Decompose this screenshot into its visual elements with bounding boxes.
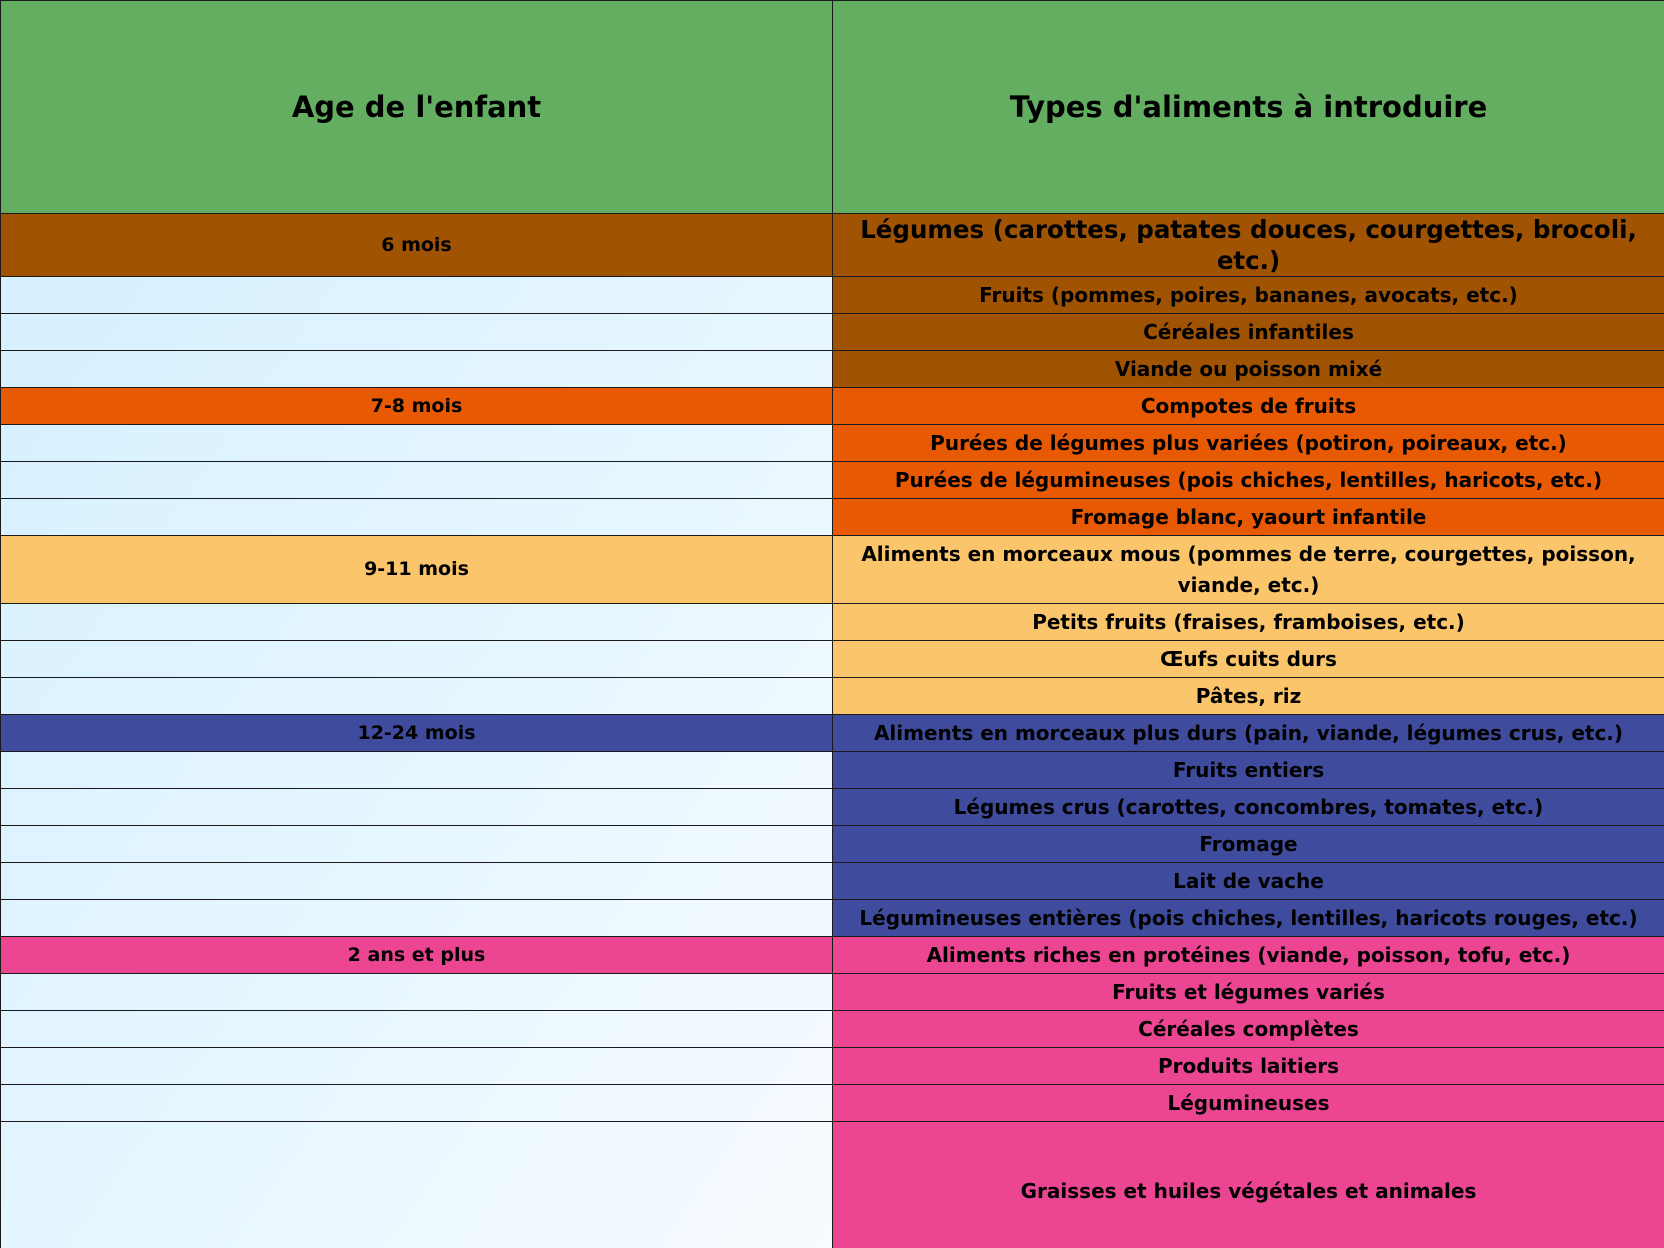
foods-column-header: Types d'aliments à introduire <box>833 1 1664 214</box>
food-cell: Légumes crus (carottes, concombres, tomates, etc.) <box>833 789 1664 826</box>
food-cell: Produits laitiers <box>833 1048 1664 1085</box>
header-row <box>1 1 1664 214</box>
table-row <box>1 715 1664 752</box>
empty-age-cell <box>1 863 833 900</box>
table-row <box>1 678 1664 715</box>
empty-age-cell <box>1 425 833 462</box>
table-row <box>1 974 1664 1011</box>
food-cell: Légumes (carottes, patates douces, courgettes, brocoli, etc.) <box>833 214 1664 277</box>
food-cell: Compotes de fruits <box>833 388 1664 425</box>
food-cell: Graisses et huiles végétales et animales <box>833 1122 1664 1248</box>
empty-age-cell <box>1 974 833 1011</box>
food-cell: Aliments riches en protéines (viande, poisson, tofu, etc.) <box>833 937 1664 974</box>
age-cell: 7-8 mois <box>1 388 833 425</box>
empty-age-cell <box>1 1011 833 1048</box>
food-cell: Aliments en morceaux mous (pommes de terre, courgettes, poisson, viande, etc.) <box>833 536 1664 604</box>
table-row <box>1 536 1664 604</box>
table-row <box>1 214 1664 277</box>
age-column-header: Age de l'enfant <box>1 1 833 214</box>
table-row <box>1 462 1664 499</box>
age-cell: 6 mois <box>1 214 833 277</box>
food-cell: Légumineuses entières (pois chiches, lentilles, haricots rouges, etc.) <box>833 900 1664 937</box>
table-row <box>1 641 1664 678</box>
table-row <box>1 937 1664 974</box>
food-cell: Petits fruits (fraises, framboises, etc.) <box>833 604 1664 641</box>
table-row <box>1 900 1664 937</box>
food-cell: Fruits et légumes variés <box>833 974 1664 1011</box>
empty-age-cell <box>1 752 833 789</box>
table-row <box>1 1122 1664 1248</box>
food-cell: Fromage <box>833 826 1664 863</box>
empty-age-cell <box>1 277 833 314</box>
empty-age-cell <box>1 351 833 388</box>
empty-age-cell <box>1 604 833 641</box>
table-row <box>1 314 1664 351</box>
empty-age-cell <box>1 678 833 715</box>
table-row <box>1 863 1664 900</box>
age-cell: 2 ans et plus <box>1 937 833 974</box>
empty-age-cell <box>1 1122 833 1248</box>
food-cell: Pâtes, riz <box>833 678 1664 715</box>
empty-age-cell <box>1 314 833 351</box>
empty-age-cell <box>1 826 833 863</box>
age-cell: 12-24 mois <box>1 715 833 752</box>
food-cell: Œufs cuits durs <box>833 641 1664 678</box>
empty-age-cell <box>1 641 833 678</box>
table-row <box>1 826 1664 863</box>
food-cell: Céréales infantiles <box>833 314 1664 351</box>
table-row <box>1 1085 1664 1122</box>
food-cell: Purées de légumes plus variées (potiron, poireaux, etc.) <box>833 425 1664 462</box>
table-row <box>1 604 1664 641</box>
food-cell: Fruits (pommes, poires, bananes, avocats, etc.) <box>833 277 1664 314</box>
table-row <box>1 388 1664 425</box>
table-row <box>1 499 1664 536</box>
table-row <box>1 752 1664 789</box>
food-cell: Lait de vache <box>833 863 1664 900</box>
table-row <box>1 1011 1664 1048</box>
table-row <box>1 277 1664 314</box>
food-cell: Céréales complètes <box>833 1011 1664 1048</box>
food-cell: Fromage blanc, yaourt infantile <box>833 499 1664 536</box>
food-cell: Légumineuses <box>833 1085 1664 1122</box>
empty-age-cell <box>1 1085 833 1122</box>
food-cell: Purées de légumineuses (pois chiches, lentilles, haricots, etc.) <box>833 462 1664 499</box>
table-row <box>1 789 1664 826</box>
age-cell: 9-11 mois <box>1 536 833 604</box>
food-cell: Viande ou poisson mixé <box>833 351 1664 388</box>
table-row <box>1 425 1664 462</box>
empty-age-cell <box>1 1048 833 1085</box>
food-cell: Aliments en morceaux plus durs (pain, viande, légumes crus, etc.) <box>833 715 1664 752</box>
food-cell: Fruits entiers <box>833 752 1664 789</box>
empty-age-cell <box>1 789 833 826</box>
table-row <box>1 1048 1664 1085</box>
empty-age-cell <box>1 900 833 937</box>
table-row <box>1 351 1664 388</box>
empty-age-cell <box>1 499 833 536</box>
empty-age-cell <box>1 462 833 499</box>
